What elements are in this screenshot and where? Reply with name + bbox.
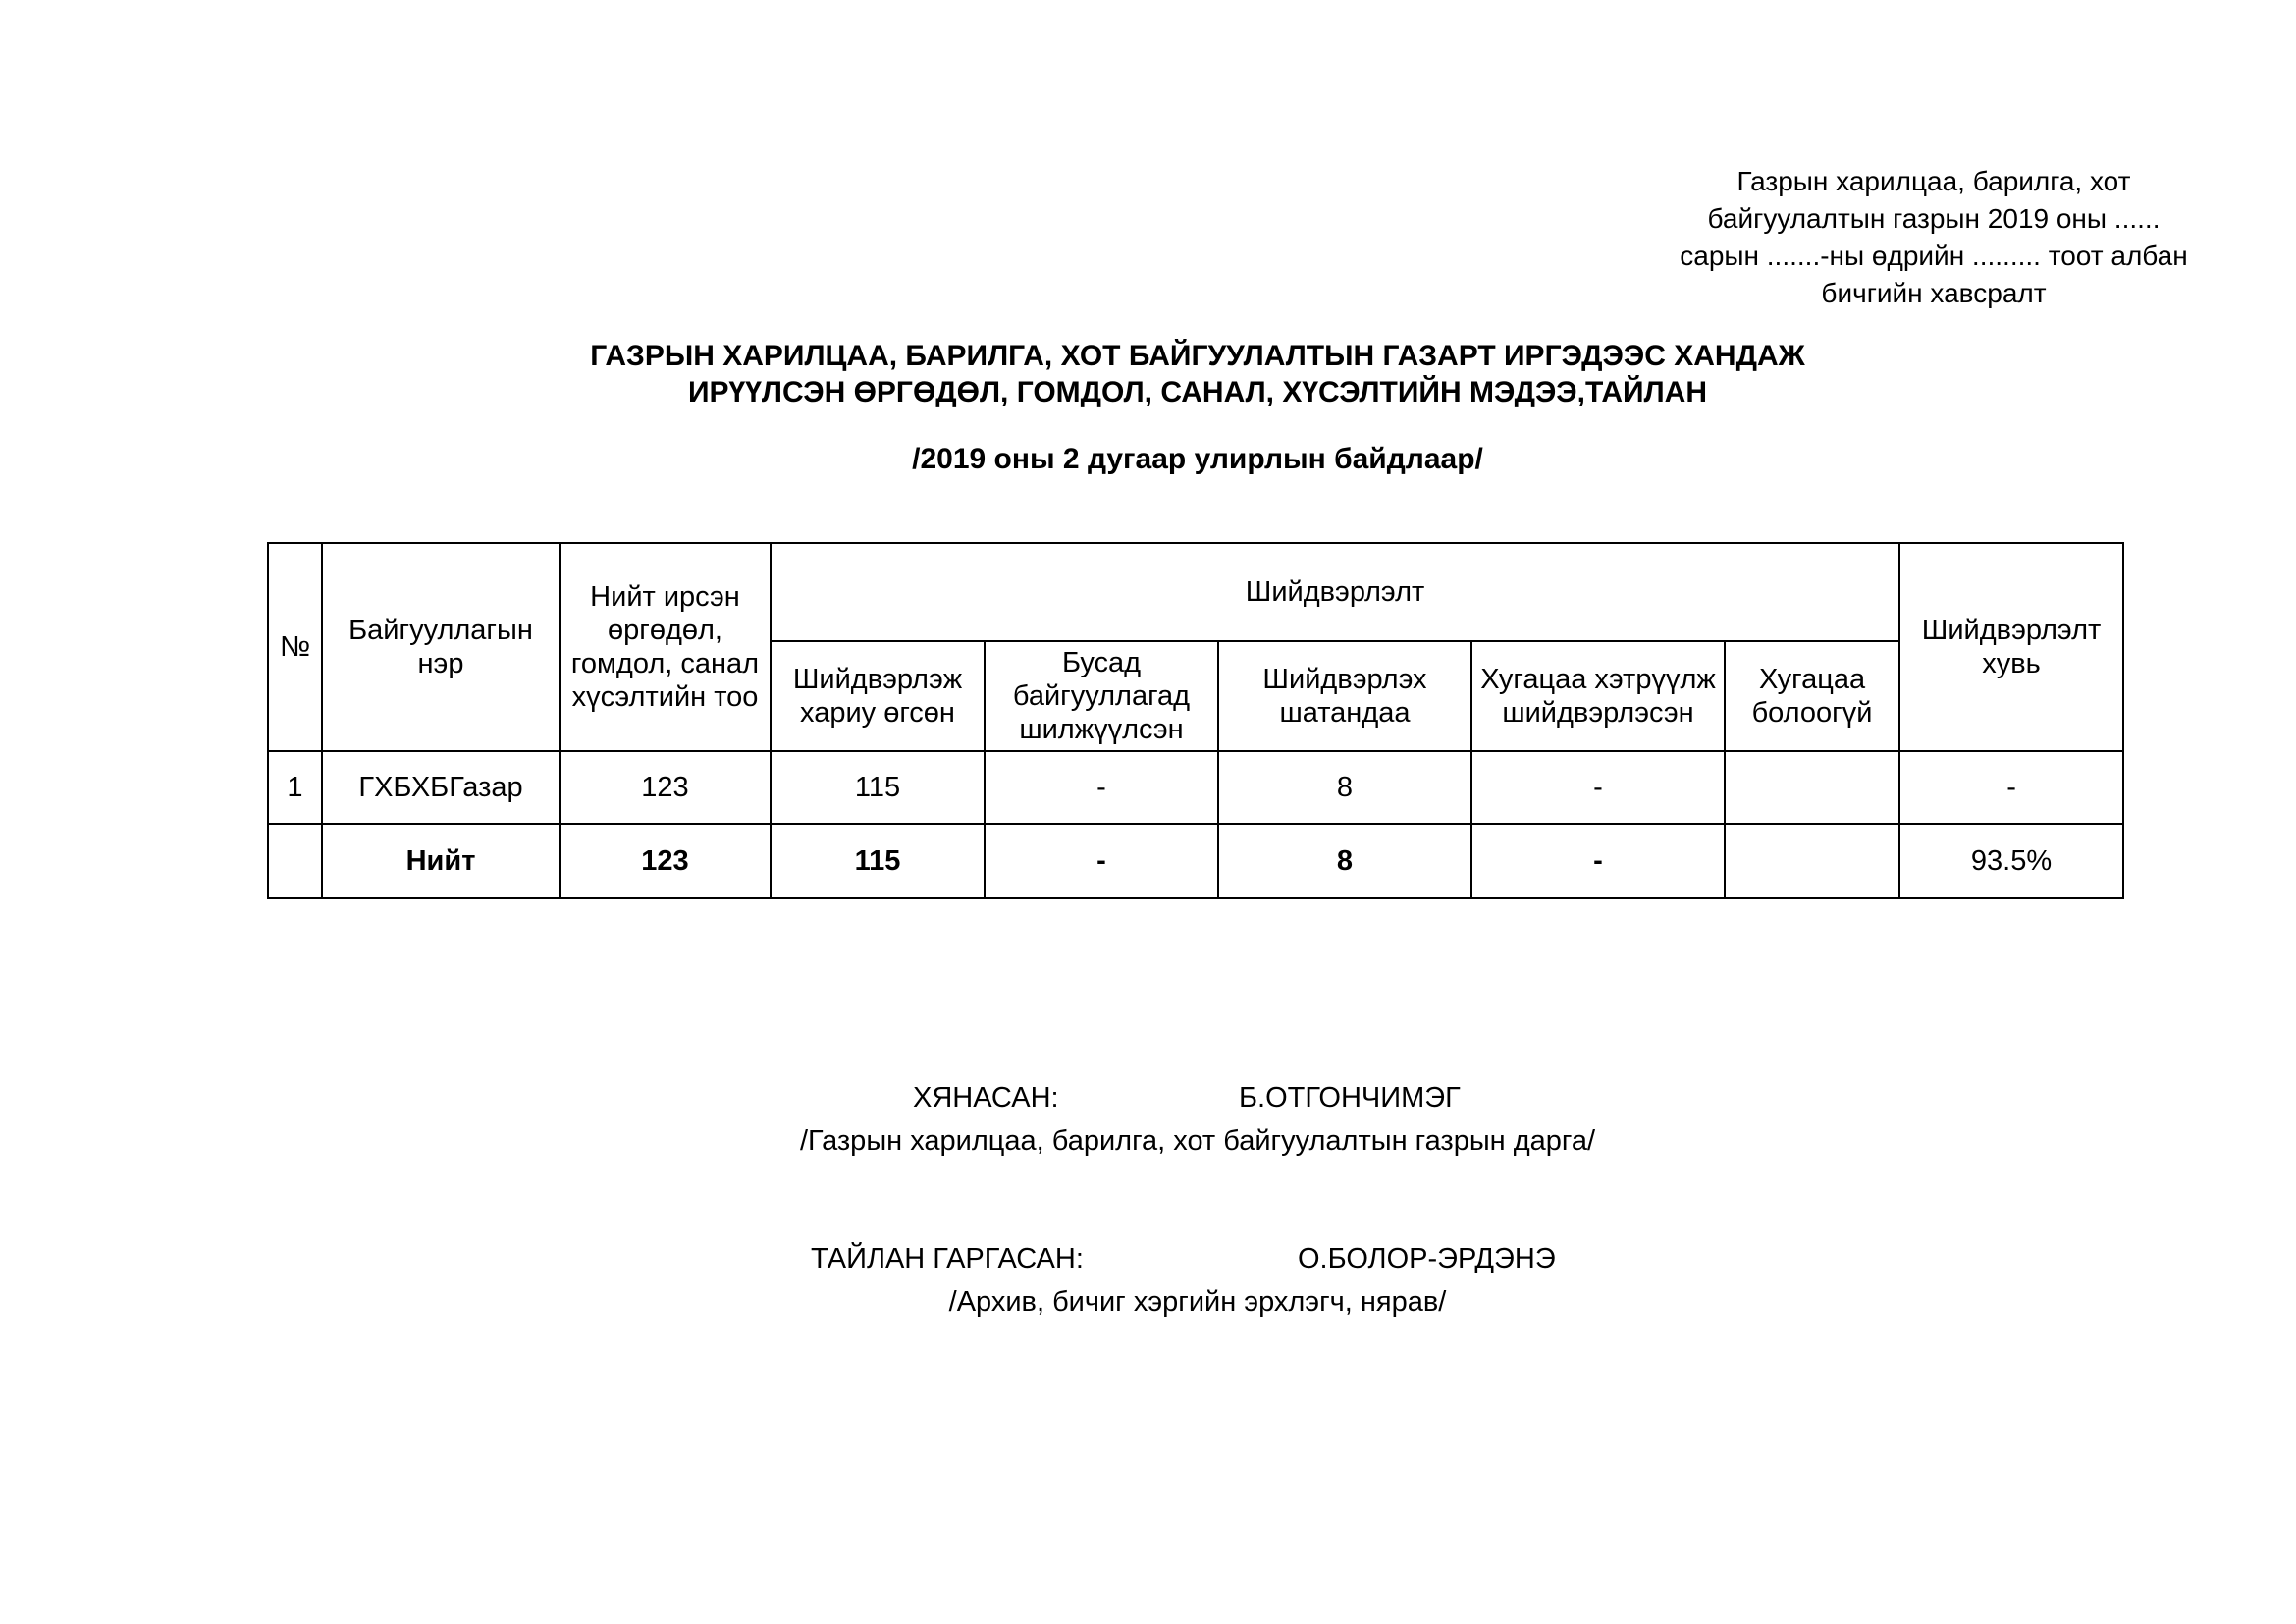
header-resolved-extended: Хугацаа хэтрүүлж шийдвэрлэсэн <box>1471 641 1725 751</box>
attachment-note-line: сарын .......-ны өдрийн ......... тоот албан <box>1680 241 2188 271</box>
cell-total-received: 123 <box>560 751 771 824</box>
cell-resolved-extended: - <box>1471 751 1725 824</box>
total-cell-resolved-answered: 115 <box>771 824 985 898</box>
cell-in-progress: 8 <box>1218 751 1471 824</box>
cell-transferred: - <box>985 751 1218 824</box>
header-total-received: Нийт ирсэн өргөдөл, гомдол, санал хүсэлтийн тоо <box>560 543 771 751</box>
header-resolution-rate: Шийдвэрлэлт хувь <box>1899 543 2123 751</box>
header-resolution-group: Шийдвэрлэлт <box>771 543 1899 641</box>
reviewed-position: /Газрын харилцаа, барилга, хот байгуулалтын газрын дарга/ <box>799 1125 1596 1157</box>
total-cell-total-received: 123 <box>560 824 771 898</box>
header-no: № <box>268 543 322 751</box>
total-cell-transferred: - <box>985 824 1218 898</box>
report-table <box>267 542 2124 899</box>
document-title-line-1: ГАЗРЫН ХАРИЛЦАА, БАРИЛГА, ХОТ БАЙГУУЛАЛТЫН ГАЗАРТ ИРГЭДЭЭС ХАНДАЖ <box>590 340 1805 372</box>
reviewed-label: ХЯНАСАН: <box>913 1082 1059 1113</box>
document-title-line-2: ИРҮҮЛСЭН ӨРГӨДӨЛ, ГОМДОЛ, САНАЛ, ХҮСЭЛТИЙН МЭДЭЭ,ТАЙЛАН <box>687 376 1708 408</box>
total-cell-label: Нийт <box>322 824 560 898</box>
header-resolved-answered: Шийдвэрлэж хариу өгсөн <box>771 641 985 751</box>
total-cell-in-progress: 8 <box>1218 824 1471 898</box>
header-overdue: Хугацаа болоогүй <box>1725 641 1899 751</box>
prepared-name: О.БОЛОР-ЭРДЭНЭ <box>1298 1243 1556 1274</box>
table-row <box>268 751 2123 824</box>
prepared-label: ТАЙЛАН ГАРГАСАН: <box>811 1243 1084 1274</box>
total-cell-no <box>268 824 322 898</box>
total-cell-resolution-rate: 93.5% <box>1899 824 2123 898</box>
cell-resolved-answered: 115 <box>771 751 985 824</box>
cell-org-name: ГХБХБГазар <box>322 751 560 824</box>
reviewed-name: Б.ОТГОНЧИМЭГ <box>1239 1082 1461 1113</box>
attachment-note-line: Газрын харилцаа, барилга, хот <box>1736 166 2131 196</box>
header-org-name: Байгууллагын нэр <box>322 543 560 751</box>
prepared-position: /Архив, бичиг хэргийн эрхлэгч, нярав/ <box>948 1286 1447 1318</box>
attachment-note-line: байгуулалтын газрын 2019 оны ...... <box>1707 203 2161 234</box>
document-subtitle: /2019 оны 2 дугаар улирлын байдлаар/ <box>912 443 1483 475</box>
cell-resolution-rate: - <box>1899 751 2123 824</box>
attachment-note <box>1649 163 2218 312</box>
total-cell-resolved-extended: - <box>1471 824 1725 898</box>
header-transferred: Бусад байгууллагад шилжүүлсэн <box>985 641 1218 751</box>
table-header-row <box>268 543 2123 641</box>
header-in-progress: Шийдвэрлэх шатандаа <box>1218 641 1471 751</box>
cell-overdue <box>1725 751 1899 824</box>
attachment-note-line: бичгийн хавсралт <box>1821 278 2047 308</box>
table-total-row <box>268 824 2123 898</box>
cell-no: 1 <box>268 751 322 824</box>
total-cell-overdue <box>1725 824 1899 898</box>
document-title <box>334 338 2061 410</box>
